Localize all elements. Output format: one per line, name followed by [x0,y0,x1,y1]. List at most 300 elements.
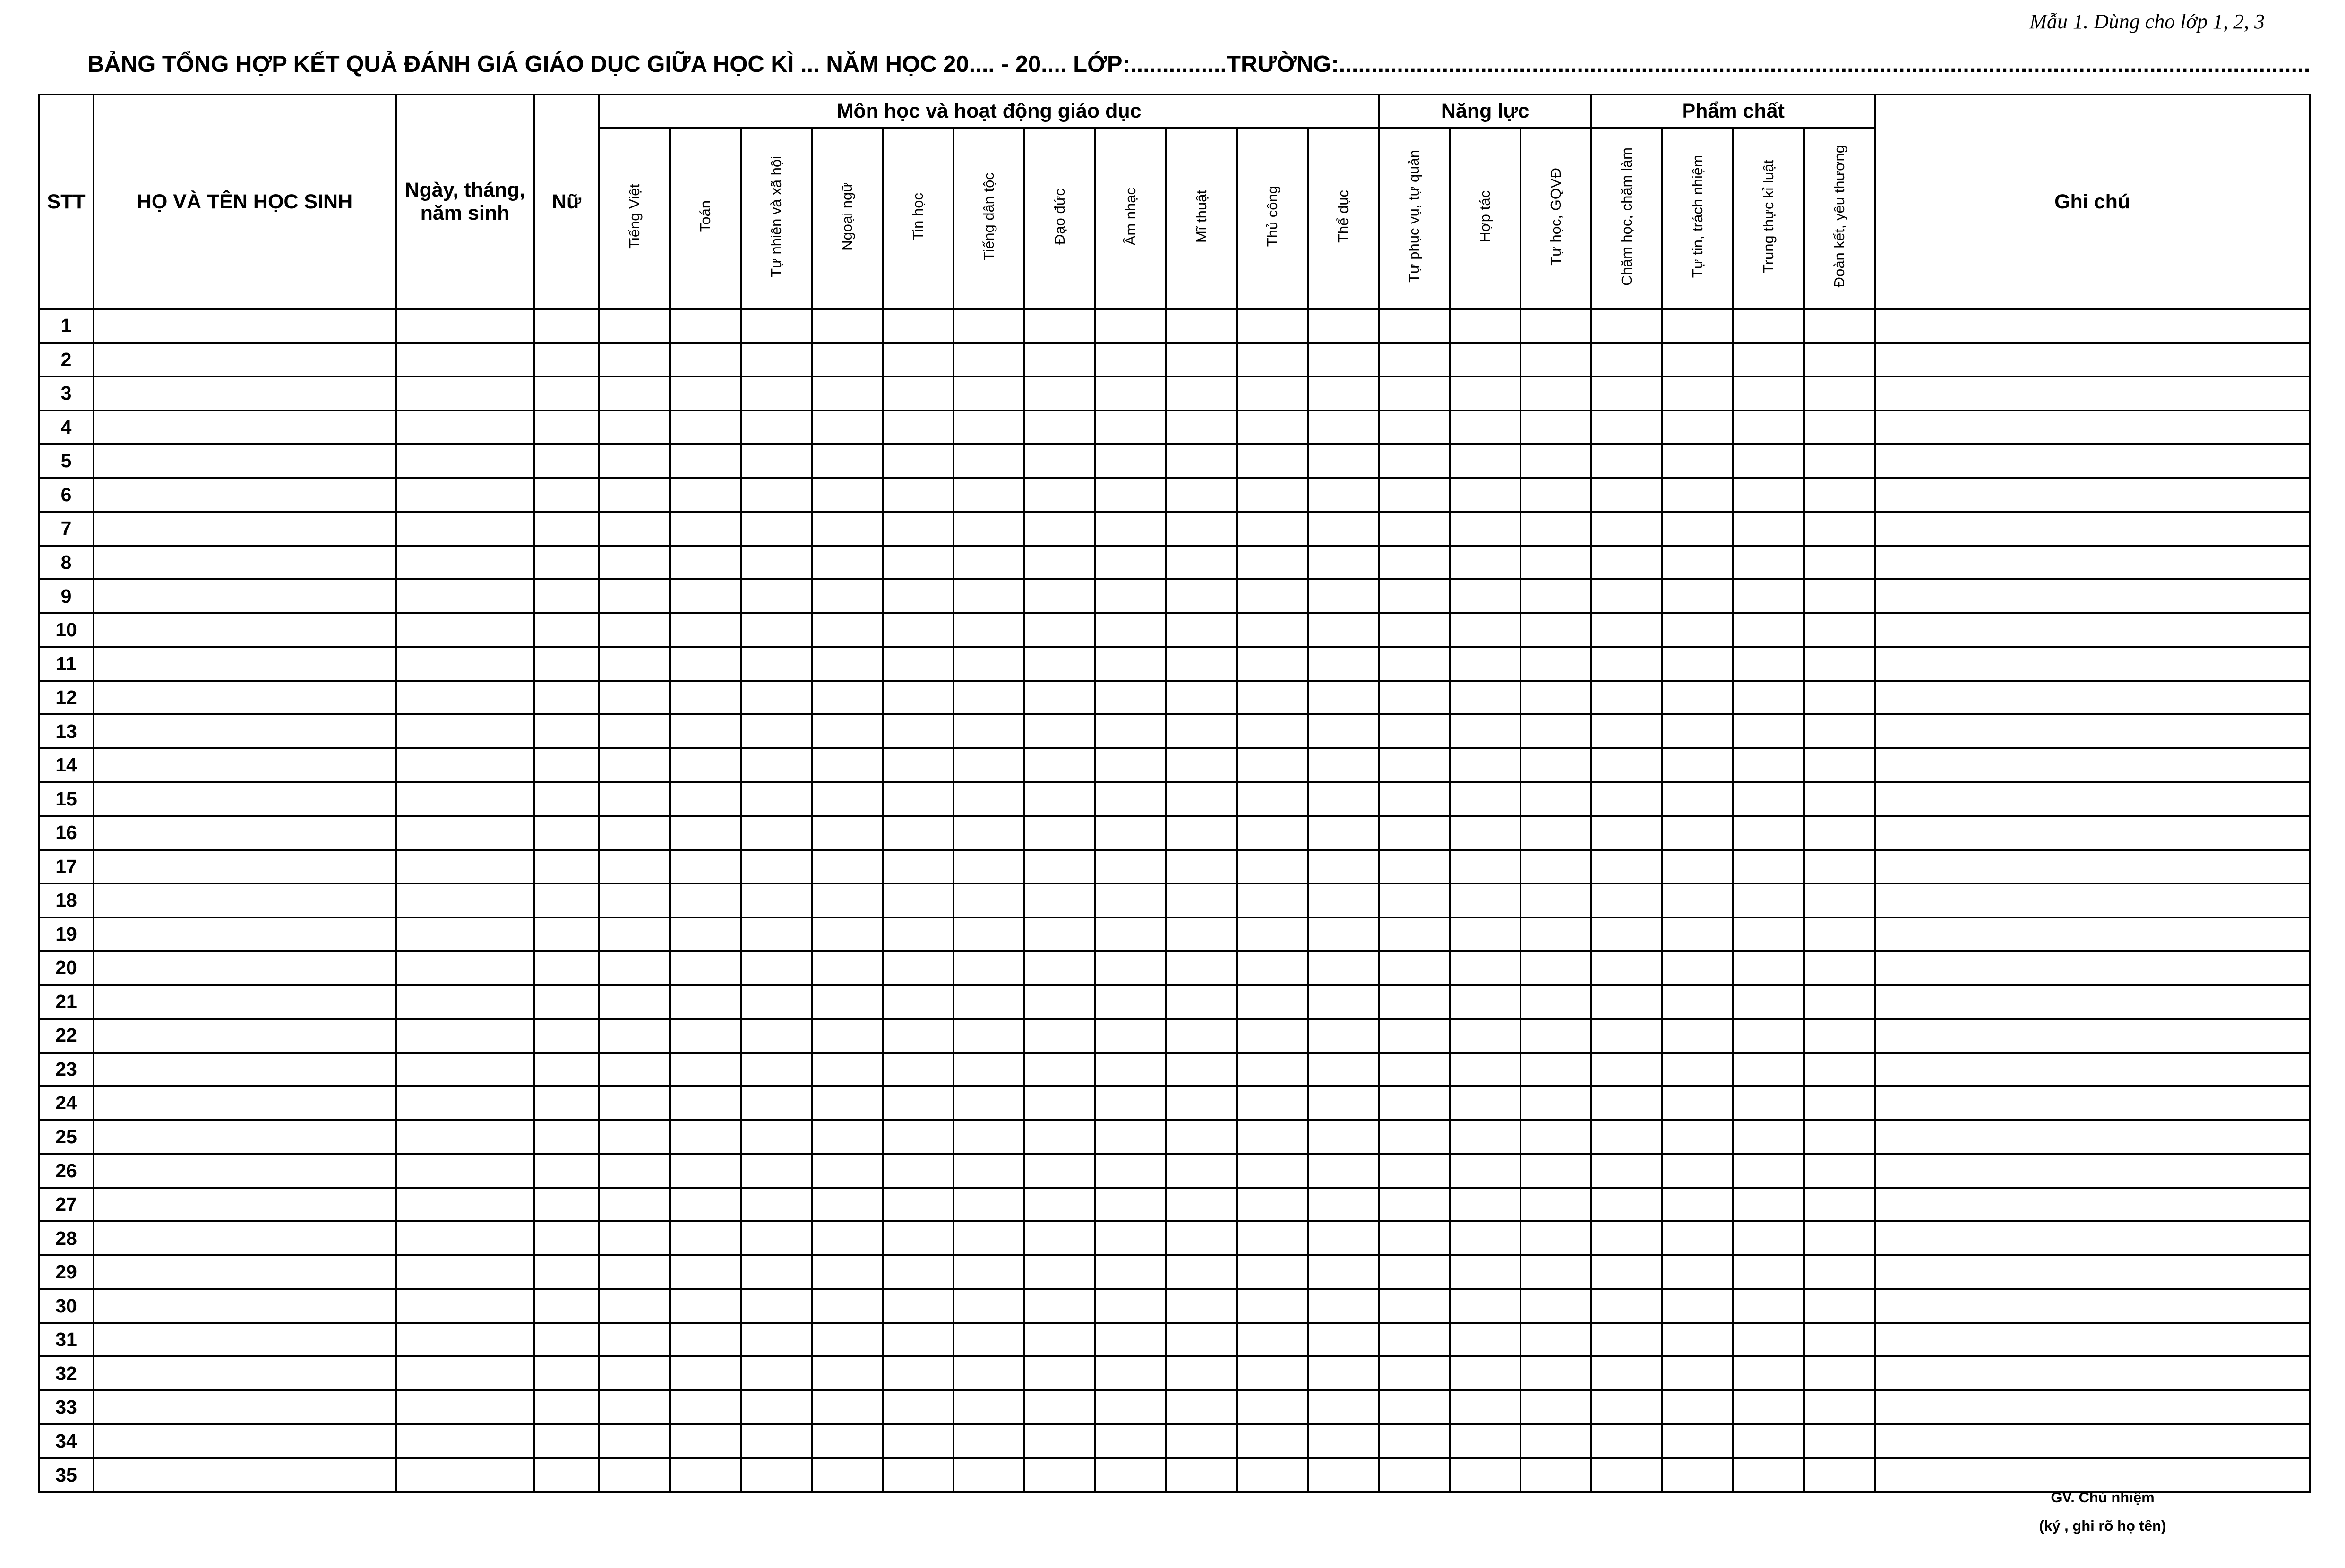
table-cell[interactable] [1379,377,1450,411]
table-cell[interactable] [1875,1323,2310,1357]
table-cell[interactable] [1095,883,1166,917]
table-cell[interactable] [812,1323,883,1357]
table-cell[interactable] [94,883,396,917]
table-cell[interactable] [94,1221,396,1255]
table-cell[interactable] [94,985,396,1019]
table-cell[interactable] [1166,951,1237,985]
table-cell[interactable] [1804,1424,1875,1458]
table-cell[interactable] [1450,917,1520,951]
table-cell[interactable] [1520,411,1591,445]
table-cell[interactable] [396,1154,534,1188]
table-cell[interactable] [1450,512,1520,546]
table-cell[interactable] [396,478,534,512]
table-cell[interactable] [396,444,534,478]
table-cell[interactable] [1875,478,2310,512]
table-cell[interactable] [741,512,812,546]
table-cell[interactable] [1591,1356,1662,1390]
table-cell[interactable] [1662,917,1733,951]
table-cell[interactable] [1450,647,1520,681]
table-cell[interactable] [94,1120,396,1154]
table-cell[interactable] [1520,1255,1591,1289]
table-cell[interactable] [1379,444,1450,478]
table-cell[interactable] [1024,748,1095,782]
table-cell[interactable] [1733,917,1804,951]
table-cell[interactable] [1591,681,1662,715]
table-cell[interactable] [1591,1289,1662,1323]
table-cell[interactable] [1662,613,1733,647]
table-cell[interactable] [953,714,1024,748]
table-cell[interactable] [534,951,599,985]
table-cell[interactable] [1733,782,1804,816]
table-cell[interactable] [1095,613,1166,647]
table-cell[interactable] [1379,512,1450,546]
table-cell[interactable] [534,1086,599,1120]
table-cell[interactable] [1166,1424,1237,1458]
table-cell[interactable] [883,951,953,985]
table-cell[interactable] [1450,1424,1520,1458]
table-cell[interactable] [741,1255,812,1289]
table-cell[interactable] [1804,613,1875,647]
table-cell[interactable] [1875,444,2310,478]
table-cell[interactable] [1308,1053,1379,1087]
table-cell[interactable] [953,1424,1024,1458]
table-cell[interactable] [94,478,396,512]
table-cell[interactable] [1308,1221,1379,1255]
table-cell[interactable] [953,1019,1024,1053]
table-cell[interactable] [1308,1356,1379,1390]
table-cell[interactable] [1166,1086,1237,1120]
table-cell[interactable] [1095,1255,1166,1289]
table-cell[interactable] [1237,444,1308,478]
table-cell[interactable] [1875,816,2310,850]
table-cell[interactable] [1379,546,1450,580]
table-cell[interactable] [599,748,670,782]
table-cell[interactable] [1237,546,1308,580]
table-cell[interactable] [1804,1221,1875,1255]
table-cell[interactable] [1166,714,1237,748]
table-cell[interactable] [1520,1289,1591,1323]
table-cell[interactable] [534,748,599,782]
table-cell[interactable] [1733,1086,1804,1120]
table-cell[interactable] [396,1255,534,1289]
table-cell[interactable] [670,883,741,917]
table-cell[interactable] [599,1458,670,1492]
table-cell[interactable] [1804,1086,1875,1120]
table-cell[interactable] [670,579,741,613]
table-cell[interactable] [1450,850,1520,884]
table-cell[interactable] [1662,1086,1733,1120]
table-cell[interactable] [396,850,534,884]
table-cell[interactable] [1591,1086,1662,1120]
table-cell[interactable] [534,478,599,512]
table-cell[interactable] [1733,1154,1804,1188]
table-cell[interactable] [1379,1289,1450,1323]
table-cell[interactable] [883,512,953,546]
table-cell[interactable] [534,917,599,951]
table-cell[interactable] [883,816,953,850]
table-cell[interactable] [1733,1424,1804,1458]
table-cell[interactable] [1875,1188,2310,1222]
table-cell[interactable] [1166,883,1237,917]
table-cell[interactable] [534,546,599,580]
table-cell[interactable] [741,377,812,411]
table-cell[interactable] [534,883,599,917]
table-cell[interactable] [396,1019,534,1053]
table-cell[interactable] [1804,309,1875,343]
table-cell[interactable] [883,377,953,411]
table-cell[interactable] [1024,1086,1095,1120]
table-cell[interactable] [1804,850,1875,884]
table-cell[interactable] [1804,816,1875,850]
table-cell[interactable] [599,816,670,850]
table-cell[interactable] [1662,1221,1733,1255]
table-cell[interactable] [1095,478,1166,512]
table-cell[interactable] [1662,1019,1733,1053]
table-cell[interactable] [953,309,1024,343]
table-cell[interactable] [812,850,883,884]
table-cell[interactable] [396,1323,534,1357]
table-cell[interactable] [1804,1120,1875,1154]
table-cell[interactable] [1804,1255,1875,1289]
table-cell[interactable] [670,512,741,546]
table-cell[interactable] [1733,1188,1804,1222]
table-cell[interactable] [670,816,741,850]
table-cell[interactable] [396,1221,534,1255]
table-cell[interactable] [1379,1323,1450,1357]
table-cell[interactable] [1520,1458,1591,1492]
table-cell[interactable] [1875,714,2310,748]
table-cell[interactable] [1804,647,1875,681]
table-cell[interactable] [1804,1019,1875,1053]
table-cell[interactable] [1662,1120,1733,1154]
table-cell[interactable] [94,444,396,478]
table-cell[interactable] [94,1390,396,1424]
table-cell[interactable] [1166,1390,1237,1424]
table-cell[interactable] [670,343,741,377]
table-cell[interactable] [741,850,812,884]
table-cell[interactable] [1875,1053,2310,1087]
table-cell[interactable] [1804,883,1875,917]
table-cell[interactable] [599,377,670,411]
table-cell[interactable] [1520,1424,1591,1458]
table-cell[interactable] [599,478,670,512]
table-cell[interactable] [599,1323,670,1357]
table-cell[interactable] [883,343,953,377]
table-cell[interactable] [1308,681,1379,715]
table-cell[interactable] [1733,1120,1804,1154]
table-cell[interactable] [534,613,599,647]
table-cell[interactable] [534,309,599,343]
table-cell[interactable] [953,546,1024,580]
table-cell[interactable] [599,647,670,681]
table-cell[interactable] [670,681,741,715]
table-cell[interactable] [1591,1019,1662,1053]
table-cell[interactable] [1095,681,1166,715]
table-cell[interactable] [1166,1356,1237,1390]
table-cell[interactable] [1591,714,1662,748]
table-cell[interactable] [1024,1019,1095,1053]
table-cell[interactable] [1875,377,2310,411]
table-cell[interactable] [599,1120,670,1154]
table-cell[interactable] [953,1255,1024,1289]
table-cell[interactable] [94,1053,396,1087]
table-cell[interactable] [1520,647,1591,681]
table-cell[interactable] [396,579,534,613]
table-cell[interactable] [1237,1255,1308,1289]
table-cell[interactable] [1520,1086,1591,1120]
table-cell[interactable] [1591,883,1662,917]
table-cell[interactable] [396,714,534,748]
table-cell[interactable] [1662,1390,1733,1424]
table-cell[interactable] [1804,512,1875,546]
table-cell[interactable] [1237,647,1308,681]
table-cell[interactable] [1733,748,1804,782]
table-cell[interactable] [953,478,1024,512]
table-cell[interactable] [1166,343,1237,377]
table-cell[interactable] [1308,613,1379,647]
table-cell[interactable] [670,1255,741,1289]
table-cell[interactable] [1379,951,1450,985]
table-cell[interactable] [1875,782,2310,816]
table-cell[interactable] [534,377,599,411]
table-cell[interactable] [1591,377,1662,411]
table-cell[interactable] [94,1255,396,1289]
table-cell[interactable] [953,883,1024,917]
table-cell[interactable] [1308,546,1379,580]
table-cell[interactable] [670,1221,741,1255]
table-cell[interactable] [1166,1120,1237,1154]
table-cell[interactable] [1733,1289,1804,1323]
table-cell[interactable] [1450,478,1520,512]
table-cell[interactable] [1095,1188,1166,1222]
table-cell[interactable] [1095,1424,1166,1458]
table-cell[interactable] [396,411,534,445]
table-cell[interactable] [1308,647,1379,681]
table-cell[interactable] [1450,309,1520,343]
table-cell[interactable] [1733,377,1804,411]
table-cell[interactable] [1520,478,1591,512]
table-cell[interactable] [812,748,883,782]
table-cell[interactable] [670,1019,741,1053]
table-cell[interactable] [1166,478,1237,512]
table-cell[interactable] [1450,714,1520,748]
table-cell[interactable] [94,343,396,377]
table-cell[interactable] [1308,714,1379,748]
table-cell[interactable] [1095,1120,1166,1154]
table-cell[interactable] [1733,1356,1804,1390]
table-cell[interactable] [396,883,534,917]
table-cell[interactable] [1095,1356,1166,1390]
table-cell[interactable] [741,1188,812,1222]
table-cell[interactable] [1520,1390,1591,1424]
table-cell[interactable] [1804,579,1875,613]
table-cell[interactable] [396,377,534,411]
table-cell[interactable] [1166,985,1237,1019]
table-cell[interactable] [1024,647,1095,681]
table-cell[interactable] [953,951,1024,985]
table-cell[interactable] [1024,309,1095,343]
table-cell[interactable] [1804,748,1875,782]
table-cell[interactable] [1095,1458,1166,1492]
table-cell[interactable] [1450,1323,1520,1357]
table-cell[interactable] [1662,1289,1733,1323]
table-cell[interactable] [1379,917,1450,951]
table-cell[interactable] [670,850,741,884]
table-cell[interactable] [883,411,953,445]
table-cell[interactable] [1237,1086,1308,1120]
table-cell[interactable] [1308,1289,1379,1323]
table-cell[interactable] [670,546,741,580]
table-cell[interactable] [1804,1154,1875,1188]
table-cell[interactable] [1024,1390,1095,1424]
table-cell[interactable] [1237,1188,1308,1222]
table-cell[interactable] [741,1323,812,1357]
table-cell[interactable] [1662,883,1733,917]
table-cell[interactable] [1308,1086,1379,1120]
table-cell[interactable] [1875,1086,2310,1120]
table-cell[interactable] [1237,1053,1308,1087]
table-cell[interactable] [953,1154,1024,1188]
table-cell[interactable] [883,1424,953,1458]
table-cell[interactable] [1450,1390,1520,1424]
table-cell[interactable] [883,1188,953,1222]
table-cell[interactable] [1024,377,1095,411]
table-cell[interactable] [1520,1019,1591,1053]
table-cell[interactable] [1237,816,1308,850]
table-cell[interactable] [670,1188,741,1222]
table-cell[interactable] [1591,444,1662,478]
table-cell[interactable] [1662,377,1733,411]
table-cell[interactable] [94,951,396,985]
table-cell[interactable] [1591,579,1662,613]
table-cell[interactable] [1379,478,1450,512]
table-cell[interactable] [534,1154,599,1188]
table-cell[interactable] [953,917,1024,951]
table-cell[interactable] [1237,1323,1308,1357]
table-cell[interactable] [1024,1154,1095,1188]
table-cell[interactable] [1520,579,1591,613]
table-cell[interactable] [1733,613,1804,647]
table-cell[interactable] [1379,579,1450,613]
table-cell[interactable] [1520,850,1591,884]
table-cell[interactable] [953,1323,1024,1357]
table-cell[interactable] [94,579,396,613]
table-cell[interactable] [1308,1424,1379,1458]
table-cell[interactable] [670,377,741,411]
table-cell[interactable] [741,1390,812,1424]
table-cell[interactable] [1450,816,1520,850]
table-cell[interactable] [953,1458,1024,1492]
table-cell[interactable] [741,951,812,985]
table-cell[interactable] [883,883,953,917]
table-cell[interactable] [396,1086,534,1120]
table-cell[interactable] [599,1154,670,1188]
table-cell[interactable] [1875,579,2310,613]
table-cell[interactable] [534,444,599,478]
table-cell[interactable] [94,917,396,951]
table-cell[interactable] [953,985,1024,1019]
table-cell[interactable] [599,546,670,580]
table-cell[interactable] [94,681,396,715]
table-cell[interactable] [1095,377,1166,411]
table-cell[interactable] [1166,1019,1237,1053]
table-cell[interactable] [1662,478,1733,512]
table-cell[interactable] [883,1019,953,1053]
table-cell[interactable] [1095,985,1166,1019]
table-cell[interactable] [1520,985,1591,1019]
table-cell[interactable] [396,782,534,816]
table-cell[interactable] [1024,1458,1095,1492]
table-cell[interactable] [1024,1289,1095,1323]
table-cell[interactable] [1024,546,1095,580]
table-cell[interactable] [1875,512,2310,546]
table-cell[interactable] [883,1086,953,1120]
table-cell[interactable] [94,1188,396,1222]
table-cell[interactable] [670,1289,741,1323]
table-cell[interactable] [953,1120,1024,1154]
table-cell[interactable] [953,1356,1024,1390]
table-cell[interactable] [1308,512,1379,546]
table-cell[interactable] [1591,478,1662,512]
table-cell[interactable] [534,1255,599,1289]
table-cell[interactable] [1237,579,1308,613]
table-cell[interactable] [812,1086,883,1120]
table-cell[interactable] [1308,985,1379,1019]
table-cell[interactable] [883,1255,953,1289]
table-cell[interactable] [1662,512,1733,546]
table-cell[interactable] [1733,1390,1804,1424]
table-cell[interactable] [1237,377,1308,411]
table-cell[interactable] [741,1356,812,1390]
table-cell[interactable] [1733,343,1804,377]
table-cell[interactable] [1024,850,1095,884]
table-cell[interactable] [1450,1019,1520,1053]
table-cell[interactable] [534,1120,599,1154]
table-cell[interactable] [1662,951,1733,985]
table-cell[interactable] [812,951,883,985]
table-cell[interactable] [1733,444,1804,478]
table-cell[interactable] [1520,1356,1591,1390]
table-cell[interactable] [1662,1458,1733,1492]
table-cell[interactable] [1308,444,1379,478]
table-cell[interactable] [670,917,741,951]
table-cell[interactable] [883,1221,953,1255]
table-cell[interactable] [1379,883,1450,917]
table-cell[interactable] [94,1086,396,1120]
table-cell[interactable] [1450,377,1520,411]
table-cell[interactable] [1095,512,1166,546]
table-cell[interactable] [1662,782,1733,816]
table-cell[interactable] [953,681,1024,715]
table-cell[interactable] [1024,714,1095,748]
table-cell[interactable] [1662,681,1733,715]
table-cell[interactable] [1024,1053,1095,1087]
table-cell[interactable] [953,512,1024,546]
table-cell[interactable] [953,1053,1024,1087]
table-cell[interactable] [1166,1289,1237,1323]
table-cell[interactable] [953,343,1024,377]
table-cell[interactable] [1591,1458,1662,1492]
table-cell[interactable] [1733,850,1804,884]
table-cell[interactable] [1024,613,1095,647]
table-cell[interactable] [396,1424,534,1458]
table-cell[interactable] [741,411,812,445]
table-cell[interactable] [1591,512,1662,546]
table-cell[interactable] [1024,1255,1095,1289]
table-cell[interactable] [1804,782,1875,816]
table-cell[interactable] [1875,613,2310,647]
table-cell[interactable] [1024,985,1095,1019]
